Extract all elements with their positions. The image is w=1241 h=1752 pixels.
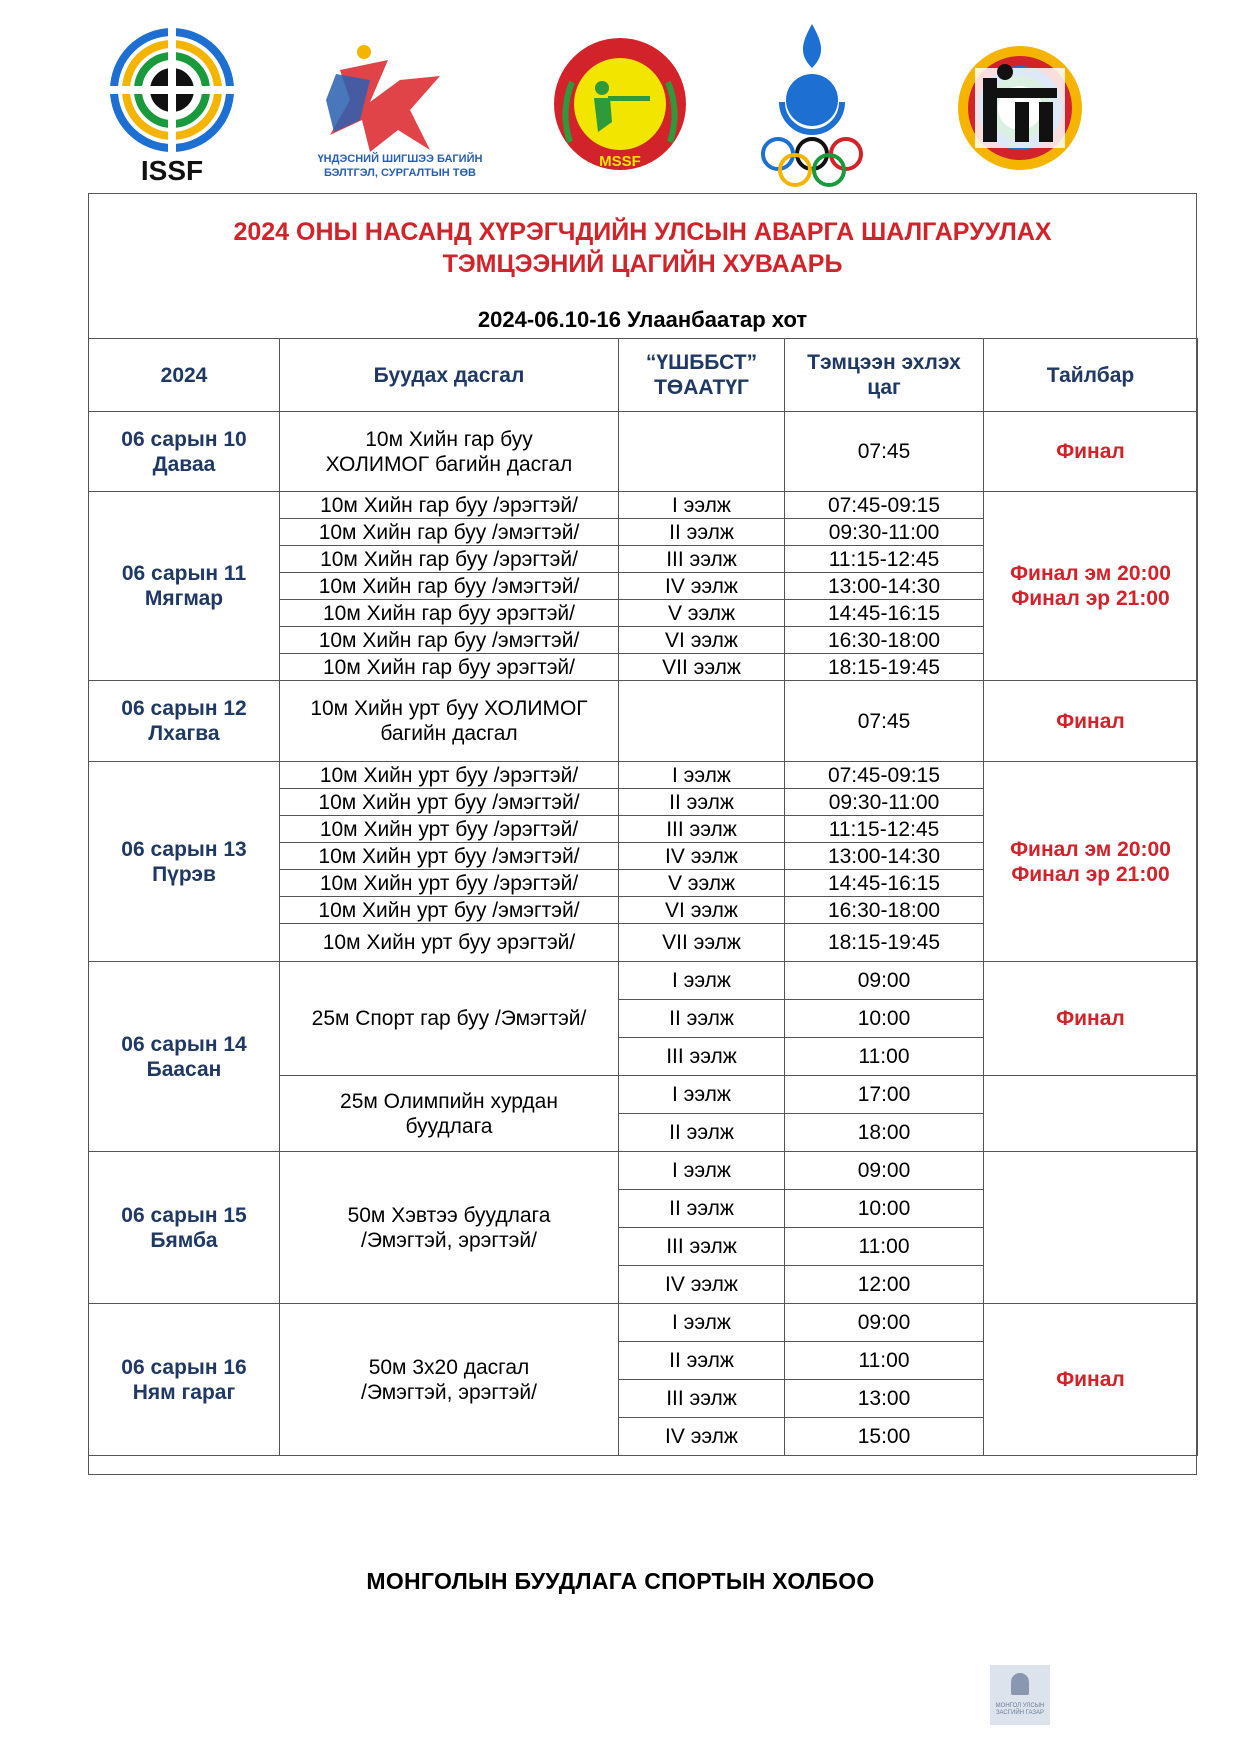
time-cell: 10:00 xyxy=(785,1000,984,1038)
olympic-committee-logo xyxy=(752,22,872,190)
relay-cell: I ээлж xyxy=(619,1304,785,1342)
date-cell: 06 сарын 12 Лхагва xyxy=(89,681,280,762)
time-cell: 10:00 xyxy=(785,1190,984,1228)
date-cell: 06 сарын 11 Мягмар xyxy=(89,492,280,681)
relay-cell: V ээлж xyxy=(619,600,785,627)
note-cell: Финал xyxy=(984,412,1198,492)
time-cell: 11:00 xyxy=(785,1038,984,1076)
time-cell: 18:15-19:45 xyxy=(785,654,984,681)
event-cell: 10м Хийн урт буу /эрэгтэй/ xyxy=(280,762,619,789)
table-row xyxy=(89,962,1198,1000)
event-cell: 10м Хийн урт буу эрэгтэй/ xyxy=(280,924,619,962)
relay-cell: VI ээлж xyxy=(619,627,785,654)
event-cell: 10м Хийн урт буу /эрэгтэй/ xyxy=(280,870,619,897)
time-cell: 11:15-12:45 xyxy=(785,546,984,573)
note-cell: Финал эм 20:00 Финал эр 21:00 xyxy=(984,762,1198,962)
relay-cell: IV ээлж xyxy=(619,1266,785,1304)
event-cell: 10м Хийн урт буу /эмэгтэй/ xyxy=(280,789,619,816)
relay-cell: II ээлж xyxy=(619,789,785,816)
government-stamp: МОНГОЛ УЛСЫН ЗАСГИЙН ГАЗАР xyxy=(990,1665,1050,1725)
date-cell: 06 сарын 10 Даваа xyxy=(89,412,280,492)
shooting-club-logo xyxy=(955,38,1085,178)
event-cell: 10м Хийн урт буу /эмэгтэй/ xyxy=(280,843,619,870)
schedule-table xyxy=(88,338,1198,1456)
organization-signature: МОНГОЛЫН БУУДЛАГА СПОРТЫН ХОЛБОО xyxy=(366,1568,875,1594)
logo-strip xyxy=(0,0,1241,195)
time-cell: 12:00 xyxy=(785,1266,984,1304)
relay-cell: III ээлж xyxy=(619,816,785,843)
relay-cell: I ээлж xyxy=(619,962,785,1000)
relay-cell: I ээлж xyxy=(619,762,785,789)
relay-cell: I ээлж xyxy=(619,1152,785,1190)
relay-cell xyxy=(619,681,785,762)
training-center-logo xyxy=(300,40,500,180)
svg-text:БЭЛТГЭЛ, СУРГАЛТЫН ТӨВ: БЭЛТГЭЛ, СУРГАЛТЫН ТӨВ xyxy=(324,167,476,179)
table-row xyxy=(89,762,1198,789)
relay-cell: II ээлж xyxy=(619,1114,785,1152)
time-cell: 07:45-09:15 xyxy=(785,492,984,519)
col-year: 2024 xyxy=(89,339,280,412)
relay-cell: V ээлж xyxy=(619,870,785,897)
date-cell: 06 сарын 15 Бямба xyxy=(89,1152,280,1304)
time-cell: 07:45 xyxy=(785,412,984,492)
relay-cell: IV ээлж xyxy=(619,1418,785,1456)
svg-text:ҮНДЭСНИЙ ШИГШЭЭ БАГИЙН: ҮНДЭСНИЙ ШИГШЭЭ БАГИЙН xyxy=(317,153,483,165)
date-cell: 06 сарын 16 Ням гараг xyxy=(89,1304,280,1456)
relay-cell: II ээлж xyxy=(619,1000,785,1038)
relay-cell: II ээлж xyxy=(619,519,785,546)
time-cell: 07:45-09:15 xyxy=(785,762,984,789)
relay-cell: II ээлж xyxy=(619,1342,785,1380)
note-cell: Финал эм 20:00 Финал эр 21:00 xyxy=(984,492,1198,681)
time-cell: 09:00 xyxy=(785,1152,984,1190)
table-row xyxy=(89,492,1198,519)
svg-text:MSSF: MSSF xyxy=(599,153,641,170)
event-cell: 10м Хийн урт буу /эмэгтэй/ xyxy=(280,897,619,924)
col-event: Буудах дасгал xyxy=(280,339,619,412)
time-cell: 07:45 xyxy=(785,681,984,762)
event-cell: 10м Хийн гар буу /эмэгтэй/ xyxy=(280,573,619,600)
relay-cell: III ээлж xyxy=(619,1228,785,1266)
note-cell xyxy=(984,1152,1198,1304)
emblem-icon xyxy=(1011,1673,1029,1695)
time-cell: 09:30-11:00 xyxy=(785,789,984,816)
event-cell: 10м Хийн гар буу /эрэгтэй/ xyxy=(280,546,619,573)
relay-cell: VI ээлж xyxy=(619,897,785,924)
time-cell: 11:15-12:45 xyxy=(785,816,984,843)
time-cell: 09:00 xyxy=(785,962,984,1000)
relay-cell: III ээлж xyxy=(619,1380,785,1418)
time-cell: 11:00 xyxy=(785,1342,984,1380)
event-cell: 25м Олимпийн хурдан буудлага xyxy=(280,1076,619,1152)
time-cell: 16:30-18:00 xyxy=(785,627,984,654)
time-cell: 09:30-11:00 xyxy=(785,519,984,546)
table-row xyxy=(89,1304,1198,1342)
note-cell: Финал xyxy=(984,962,1198,1076)
time-cell: 14:45-16:15 xyxy=(785,870,984,897)
date-cell: 06 сарын 13 Пүрэв xyxy=(89,762,280,962)
table-row xyxy=(89,1152,1198,1190)
event-cell: 10м Хийн гар буу эрэгтэй/ xyxy=(280,600,619,627)
document-title: 2024 ОНЫ НАСАНД ХҮРЭГЧДИЙН УЛСЫН АВАРГА ШАЛГАРУУЛАХ ТЭМЦЭЭНИЙ ЦАГИЙН ХУВААРЬ xyxy=(233,218,1052,278)
relay-cell: VII ээлж xyxy=(619,924,785,962)
relay-cell: III ээлж xyxy=(619,1038,785,1076)
relay-cell: I ээлж xyxy=(619,1076,785,1114)
event-cell: 50м 3х20 дасгал /Эмэгтэй, эрэгтэй/ xyxy=(280,1304,619,1456)
issf-logo xyxy=(108,28,238,186)
relay-cell: IV ээлж xyxy=(619,573,785,600)
event-cell: 10м Хийн гар буу эрэгтэй/ xyxy=(280,654,619,681)
event-cell: 50м Хэвтээ буудлага /Эмэгтэй, эрэгтэй/ xyxy=(280,1152,619,1304)
col-note: Тайлбар xyxy=(984,339,1198,412)
table-header-row xyxy=(89,339,1198,412)
time-cell: 17:00 xyxy=(785,1076,984,1114)
note-cell: Финал xyxy=(984,1304,1198,1456)
note-cell: Финал xyxy=(984,681,1198,762)
time-cell: 18:15-19:45 xyxy=(785,924,984,962)
document-subtitle: 2024-06.10-16 Улаанбаатар хот xyxy=(477,307,808,332)
svg-text:ISSF: ISSF xyxy=(140,155,204,186)
col-start-time: Тэмцээн эхлэх цаг xyxy=(785,339,984,412)
col-org: “ҮШББСТ” ТӨААТҮГ xyxy=(619,339,785,412)
time-cell: 13:00-14:30 xyxy=(785,573,984,600)
time-cell: 11:00 xyxy=(785,1228,984,1266)
relay-cell: III ээлж xyxy=(619,546,785,573)
time-cell: 13:00-14:30 xyxy=(785,843,984,870)
relay-cell: IV ээлж xyxy=(619,843,785,870)
event-cell: 10м Хийн гар буу /эмэгтэй/ xyxy=(280,627,619,654)
time-cell: 18:00 xyxy=(785,1114,984,1152)
time-cell: 13:00 xyxy=(785,1380,984,1418)
event-cell: 10м Хийн гар буу /эрэгтэй/ xyxy=(280,492,619,519)
table-row xyxy=(89,412,1198,492)
event-cell: 10м Хийн гар буу /эмэгтэй/ xyxy=(280,519,619,546)
table-row xyxy=(89,681,1198,762)
event-cell: 10м Хийн урт буу /эрэгтэй/ xyxy=(280,816,619,843)
event-cell: 25м Спорт гар буу /Эмэгтэй/ xyxy=(280,962,619,1076)
event-cell: 10м Хийн урт буу ХОЛИМОГ багийн дасгал xyxy=(280,681,619,762)
event-cell: 10м Хийн гар буу ХОЛИМОГ багийн дасгал xyxy=(280,412,619,492)
relay-cell: II ээлж xyxy=(619,1190,785,1228)
mssf-logo xyxy=(550,32,690,180)
note-cell xyxy=(984,1076,1198,1152)
relay-cell: VII ээлж xyxy=(619,654,785,681)
relay-cell xyxy=(619,412,785,492)
relay-cell: I ээлж xyxy=(619,492,785,519)
time-cell: 14:45-16:15 xyxy=(785,600,984,627)
time-cell: 15:00 xyxy=(785,1418,984,1456)
date-cell: 06 сарын 14 Баасан xyxy=(89,962,280,1152)
time-cell: 09:00 xyxy=(785,1304,984,1342)
time-cell: 16:30-18:00 xyxy=(785,897,984,924)
